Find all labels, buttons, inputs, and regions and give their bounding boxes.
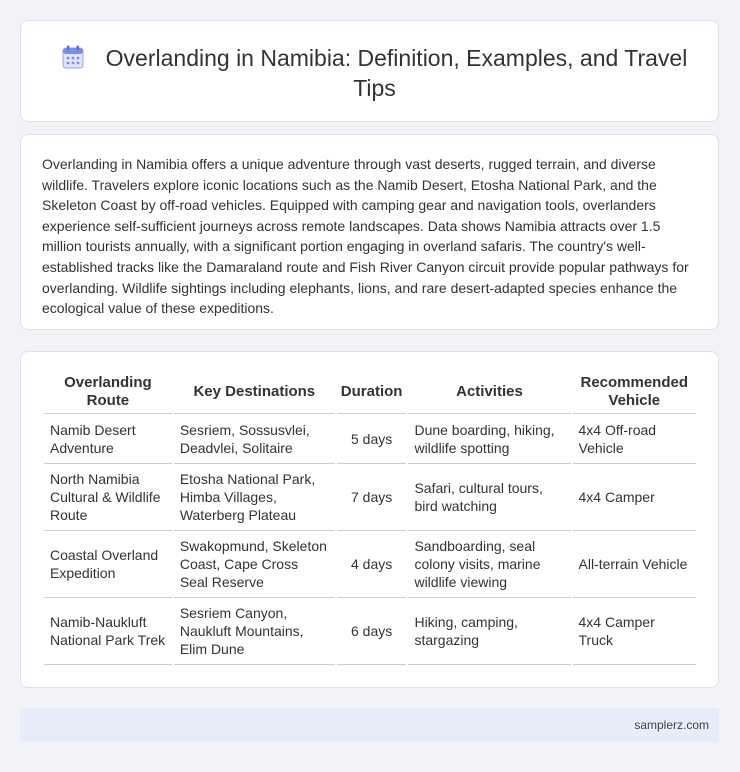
cell-vehicle: 4x4 Off-road Vehicle <box>573 414 697 464</box>
cell-route: Namib-Naukluft National Park Trek <box>44 598 172 665</box>
table-row <box>44 598 696 665</box>
cell-duration: 6 days <box>337 598 407 665</box>
intro-paragraph: Overlanding in Namibia offers a unique adventure through vast deserts, rugged terrain, and diverse wildlife. Travelers explore iconic locations such as the Namib Desert, Etosha National Park, and the Skeleton Coast by off-road vehicles. Equipped with camping gear and navigation tools, overlanders experience self-sufficient journeys across remote landscapes. Data shows Namibia attracts over 1.5 million tourists annually, with a significant portion engaging in overland safaris. The country's well-established tracks like the Damaraland route and Fish River Canyon circuit provide popular pathways for overlanding. Wildlife sightings including elephants, lions, and rare desert-adapted species enhance the ecological value of these expeditions. <box>42 156 689 317</box>
cell-duration: 4 days <box>337 531 407 598</box>
header-vehicle: Recommended Vehicle <box>573 370 697 414</box>
header-destinations: Key Destinations <box>174 370 335 414</box>
cell-vehicle: 4x4 Camper <box>573 464 697 531</box>
footer-site-link[interactable]: samplerz.com <box>634 718 709 732</box>
cell-activities: Dune boarding, hiking, wildlife spotting <box>408 414 570 464</box>
page-title-row <box>51 43 698 103</box>
cell-duration: 7 days <box>337 464 407 531</box>
header-route: Overlanding Route <box>44 370 172 414</box>
intro-card <box>20 134 719 330</box>
page-title: Overlanding in Namibia: Definition, Examples, and Travel Tips <box>105 45 688 101</box>
table-row <box>44 464 696 531</box>
cell-vehicle: 4x4 Camper Truck <box>573 598 697 665</box>
table-header-row <box>44 370 696 414</box>
cell-activities: Sandboarding, seal colony visits, marine wildlife viewing <box>408 531 570 598</box>
cell-activities: Hiking, camping, stargazing <box>408 598 570 665</box>
routes-table <box>42 370 698 665</box>
footer-bar <box>20 708 719 742</box>
cell-destinations: Swakopmund, Skeleton Coast, Cape Cross Seal Reserve <box>174 531 335 598</box>
table-row <box>44 531 696 598</box>
cell-vehicle: All-terrain Vehicle <box>573 531 697 598</box>
cell-activities: Safari, cultural tours, bird watching <box>408 464 570 531</box>
title-card <box>20 20 719 122</box>
header-duration: Duration <box>337 370 407 414</box>
cell-route: North Namibia Cultural & Wildlife Route <box>44 464 172 531</box>
header-activities: Activities <box>408 370 570 414</box>
cell-route: Namib Desert Adventure <box>44 414 172 464</box>
cell-route: Coastal Overland Expedition <box>44 531 172 598</box>
cell-duration: 5 days <box>337 414 407 464</box>
cell-destinations: Sesriem Canyon, Naukluft Mountains, Elim Dune <box>174 598 335 665</box>
table-row <box>44 414 696 464</box>
calendar-icon <box>62 45 84 69</box>
cell-destinations: Etosha National Park, Himba Villages, Waterberg Plateau <box>174 464 335 531</box>
table-card <box>20 351 719 688</box>
cell-destinations: Sesriem, Sossusvlei, Deadvlei, Solitaire <box>174 414 335 464</box>
